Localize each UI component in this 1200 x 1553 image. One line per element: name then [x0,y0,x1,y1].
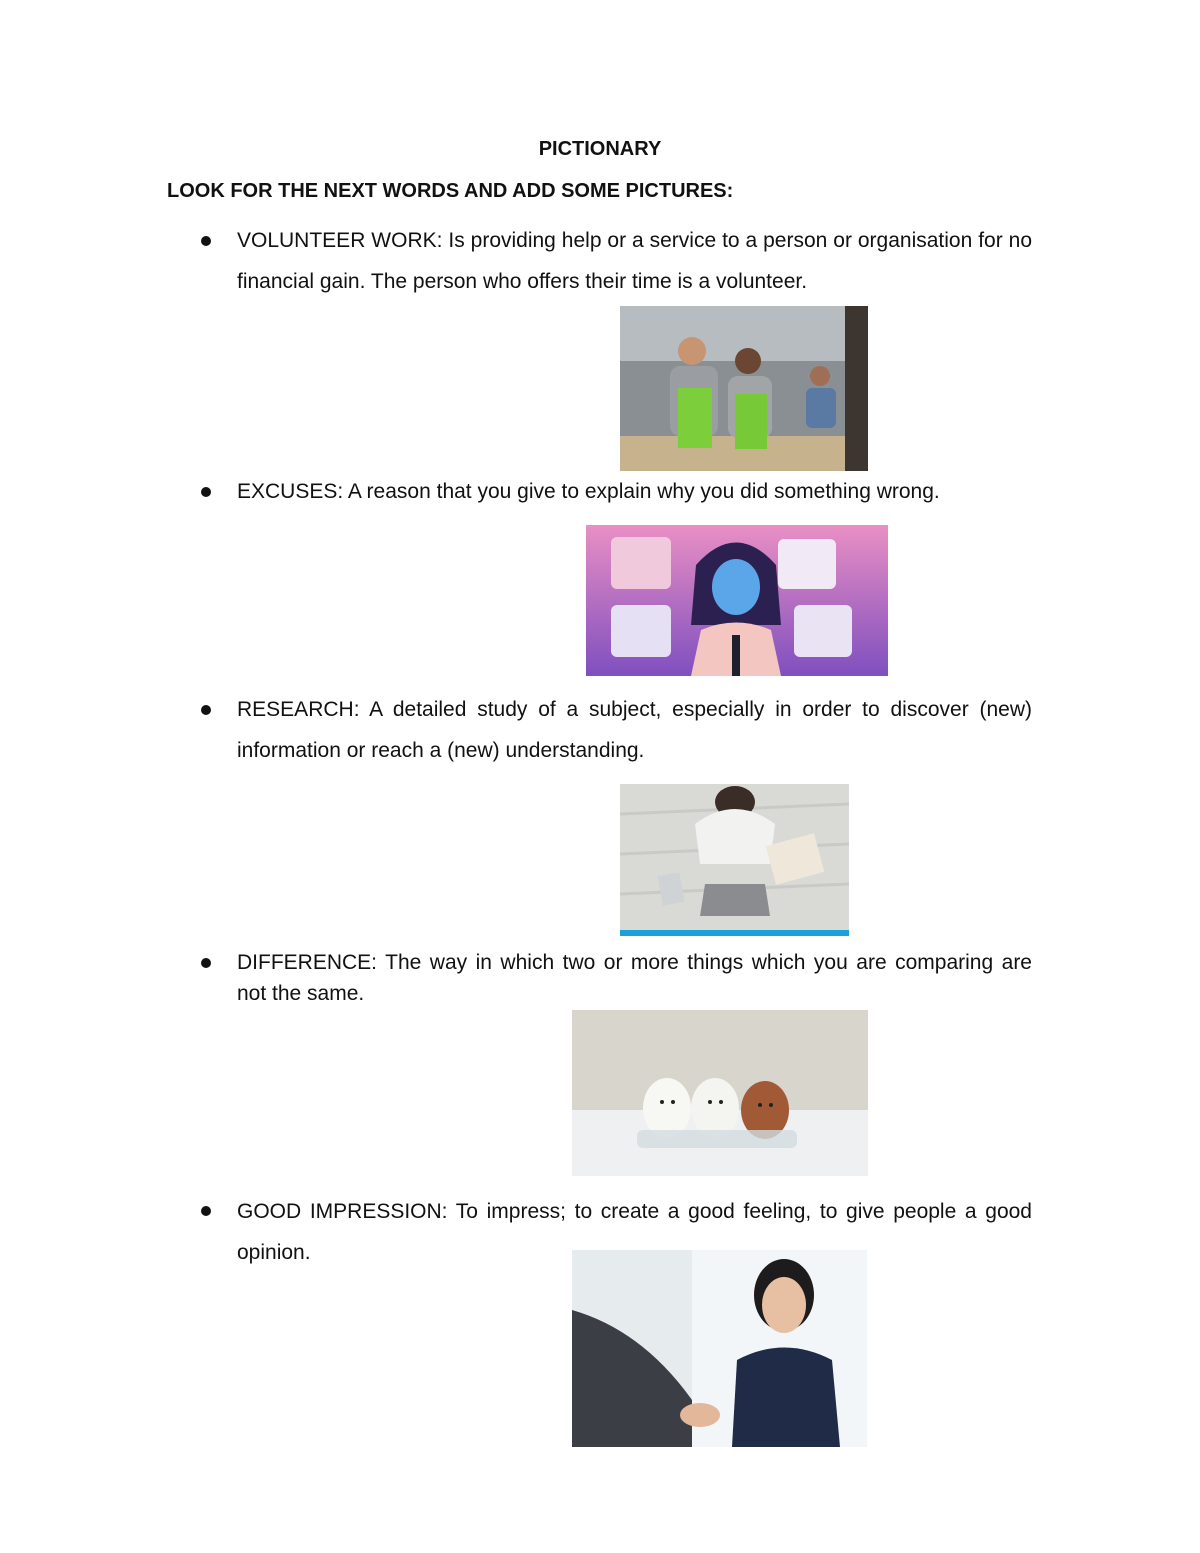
entry-volunteer-work [237,220,1032,302]
entry-term: RESEARCH: [237,698,360,721]
entry-definition: A detailed study of a subject, especially in order to discover (new) information or reach a (new) understanding. [237,698,1032,762]
entry-definition: Is providing help or a service to a person or organisation for no financial gain. The person who offers their time is a volunteer. [237,229,1032,293]
entry-term: VOLUNTEER WORK: [237,229,443,252]
entry-definition: A reason that you give to explain why you did something wrong. [343,480,940,503]
entry-term: GOOD IMPRESSION: [237,1200,448,1223]
research-photo [620,784,849,936]
bullet-point [201,236,211,246]
bullet-point [201,705,211,715]
bullet-point [201,1206,211,1216]
entry-difference [237,947,1032,1009]
entry-term: EXCUSES: [237,480,344,503]
handshake-photo [572,1250,867,1447]
page-title: PICTIONARY [538,138,662,160]
volunteers-photo [620,306,868,471]
entry-definition: The way in which two or more things which you are comparing are not the same. [237,951,1032,1005]
bullet-point [201,958,211,968]
entry-term: DIFFERENCE: [237,951,378,974]
excuses-illustration [586,525,888,676]
entry-research [237,689,1032,771]
entry-definition: To impress; to create a good feeling, to give people a good opinion. [237,1200,1032,1264]
eggs-photo [572,1010,868,1176]
entry-excuses [237,471,1032,512]
instruction-heading: LOOK FOR THE NEXT WORDS AND ADD SOME PICTURES: [167,180,734,202]
bullet-point [201,487,211,497]
